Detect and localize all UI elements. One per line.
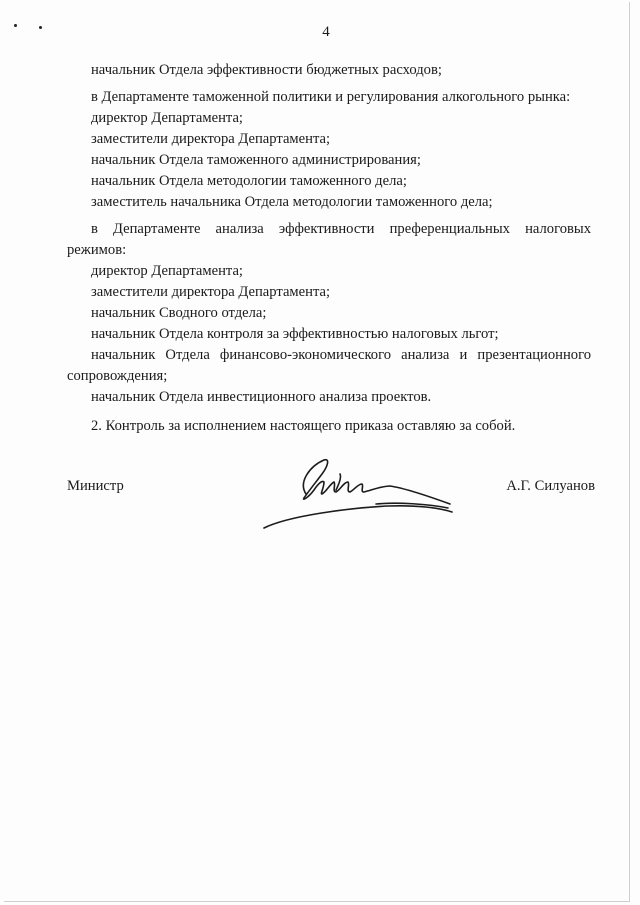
list-item: начальник Отдела эффективности бюджетных расходов;: [91, 62, 442, 78]
page-number: 4: [322, 24, 330, 40]
list-item: директор Департамента;: [91, 263, 243, 279]
list-item: директор Департамента;: [91, 110, 243, 126]
list-item: начальник Отдела инвестиционного анализа проектов.: [91, 389, 432, 405]
list-item: начальник Отдела контроля за эффективностью налоговых льгот;: [91, 326, 499, 342]
list-item: заместители директора Департамента;: [91, 131, 331, 147]
closing-clause: 2. Контроль за исполнением настоящего приказа оставляю за собой.: [91, 418, 516, 434]
department-heading: в Департаменте таможенной политики и регулирования алкогольного рынка:: [91, 89, 571, 105]
document-body: [67, 60, 591, 437]
list-item: начальник Отдела финансово-экономического анализа и презентационного сопровождения;: [67, 347, 591, 384]
list-item: начальник Отдела методологии таможенного дела;: [91, 173, 407, 189]
signatory-name: А.Г. Силуанов: [506, 478, 595, 494]
signature-block: [67, 478, 595, 508]
list-item: заместитель начальника Отдела методологии таможенного дела;: [91, 194, 493, 210]
department-heading: в Департаменте анализа эффективности преференциальных налоговых режимов:: [67, 221, 591, 258]
list-item: начальник Отдела таможенного администрирования;: [91, 152, 421, 168]
signatory-title: Министр: [67, 478, 124, 494]
list-item: заместители директора Департамента;: [91, 284, 331, 300]
list-item: начальник Сводного отдела;: [91, 305, 267, 321]
